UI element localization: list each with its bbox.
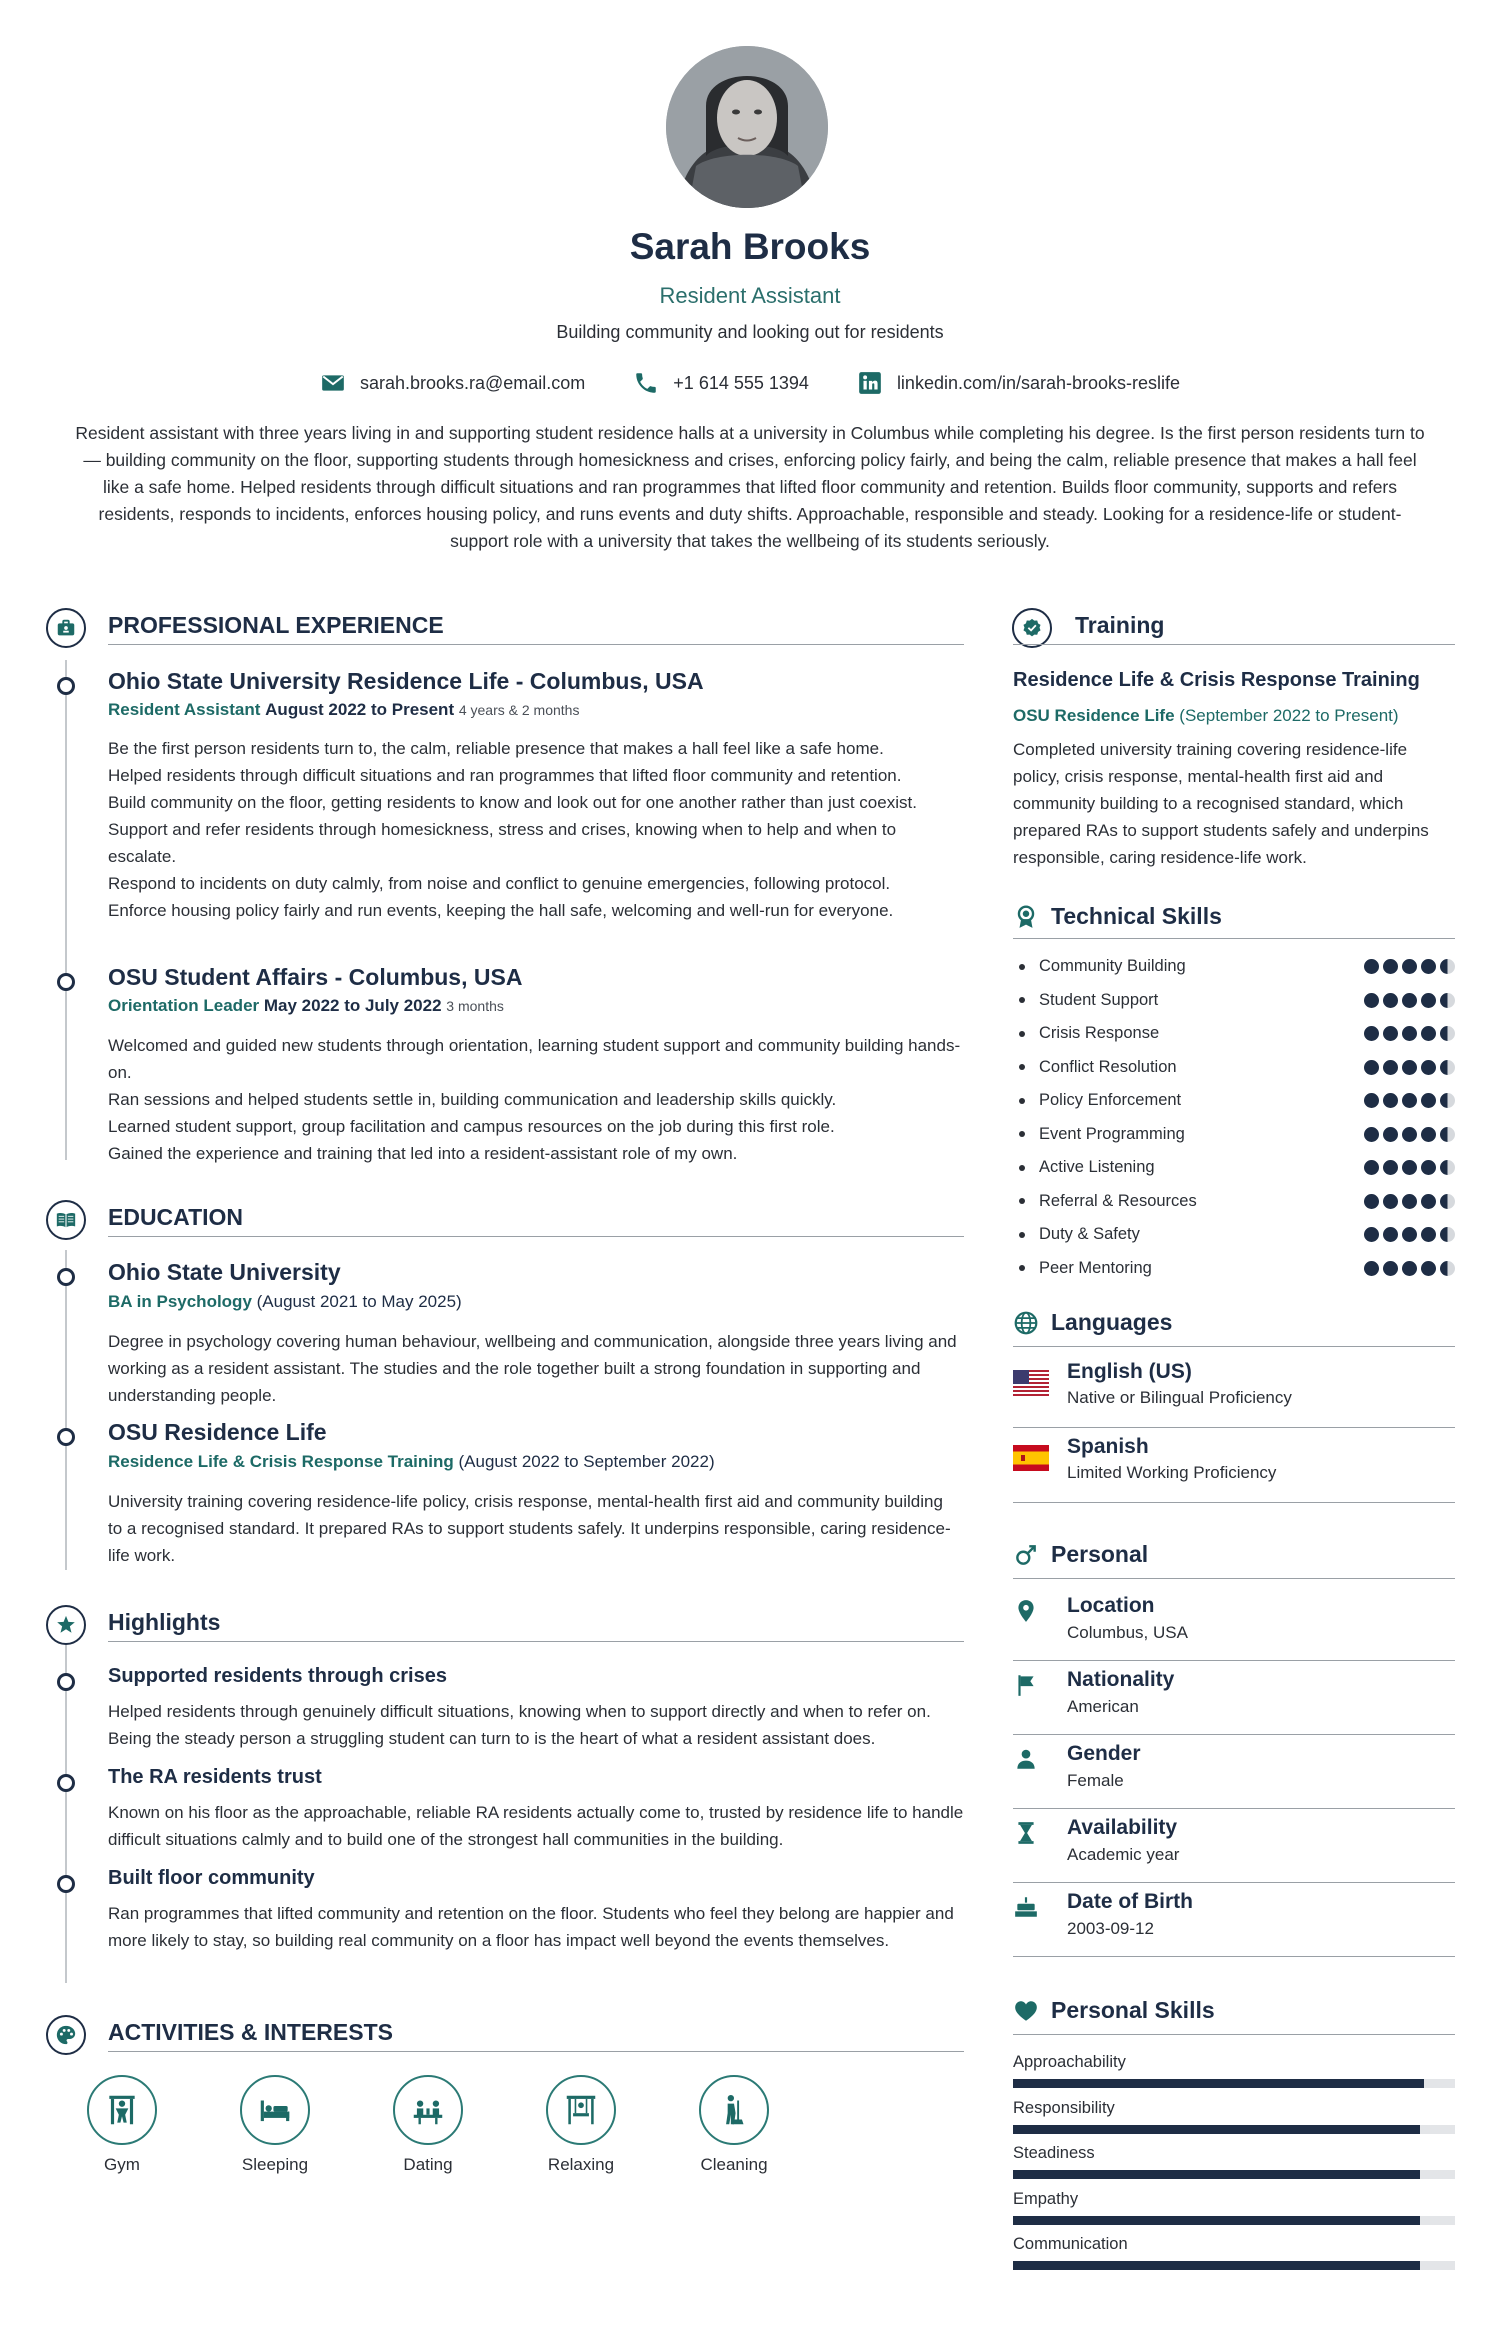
experience-duration: 4 years & 2 months	[458, 702, 580, 718]
technical-skill-label: Community Building	[1039, 957, 1186, 975]
rating-dot	[1383, 1060, 1398, 1075]
rating-dot	[1440, 1060, 1455, 1075]
bullet-dot	[1019, 1265, 1025, 1271]
technical-skill-label: Policy Enforcement	[1039, 1091, 1182, 1109]
highlights-section-title: Highlights	[108, 1609, 221, 1635]
experience-duration: 3 months	[446, 998, 504, 1014]
personal-divider	[1013, 1578, 1455, 1579]
rating-dot	[1402, 1026, 1417, 1041]
rating-dot	[1440, 1127, 1455, 1142]
rating-dot	[1421, 959, 1436, 974]
technical-skill-row	[1013, 984, 1455, 1017]
experience-section-icon	[46, 608, 86, 648]
rating-dot	[1364, 1093, 1379, 1108]
rating-dot	[1421, 1026, 1436, 1041]
technical-skills-icon-wrap	[1013, 904, 1039, 930]
timeline-dot	[57, 973, 75, 991]
experience-bullet: Support and refer residents through homesickness, stress and crises, knowing when to help and when to escalate.	[108, 820, 897, 866]
skill-bar-track	[1013, 2125, 1455, 2134]
bullet-dot	[1019, 1165, 1025, 1171]
email-icon	[320, 370, 346, 396]
linkedin-icon	[857, 370, 883, 396]
phone-text[interactable]: +1 614 555 1394	[673, 372, 809, 393]
star-badge-icon	[55, 1614, 77, 1636]
experience-position-line	[108, 996, 504, 1016]
personal-value: American	[1067, 1697, 1139, 1716]
contact-email[interactable]	[320, 370, 585, 396]
personal-skill-row	[1013, 2190, 1455, 2228]
technical-skill-label: Conflict Resolution	[1039, 1057, 1177, 1076]
experience-bullet: Welcomed and guided new students through orientation, learning student support and community building hands-on.	[108, 1036, 961, 1082]
activity-item	[373, 2075, 483, 2175]
skill-bar-track	[1013, 2261, 1455, 2270]
rating-dot	[1421, 1160, 1436, 1175]
technical-skill-rating	[1364, 1160, 1455, 1175]
personal-value: Academic year	[1067, 1845, 1180, 1864]
personal-skill-row	[1013, 2144, 1455, 2182]
personal-title: Personal	[1051, 1541, 1149, 1567]
training-name: Residence Life & Crisis Response Training	[1013, 669, 1420, 691]
technical-skill-rating	[1364, 959, 1455, 974]
training-section-title: Training	[1075, 612, 1165, 638]
training-dates: (September 2022 to Present)	[1179, 706, 1399, 725]
technical-skill-rating	[1364, 1261, 1455, 1276]
technical-skill-row	[1013, 1017, 1455, 1050]
personal-item-availability	[1013, 1816, 1455, 1876]
experience-bullet: Enforce housing policy fairly and run events, keeping the hall safe, welcoming and well-run for everyone.	[108, 901, 894, 920]
flag-icon	[1013, 1672, 1039, 1698]
technical-skill-rating	[1364, 1060, 1455, 1075]
personal-row-divider	[1013, 1956, 1455, 1957]
language-name: English (US)	[1067, 1360, 1192, 1383]
dinner-icon	[409, 2091, 447, 2129]
experience-bullet: Helped residents through difficult situations and ran programmes that lifted floor community and retention.	[108, 766, 902, 785]
rating-dot	[1440, 1227, 1455, 1242]
experience-bullet: Gained the experience and training that led into a resident-assistant role of my own.	[108, 1144, 738, 1163]
personal-skill-row	[1013, 2099, 1455, 2137]
personal-skill-label: Communication	[1013, 2235, 1128, 2253]
heart-icon	[1013, 1998, 1039, 2024]
personal-row-divider	[1013, 1660, 1455, 1661]
personal-skill-label: Steadiness	[1013, 2144, 1095, 2162]
language-level: Limited Working Proficiency	[1067, 1463, 1277, 1482]
personal-key: Gender	[1067, 1742, 1141, 1765]
language-divider	[1013, 1427, 1455, 1428]
technical-skill-row	[1013, 1218, 1455, 1251]
bullet-dot	[1019, 1232, 1025, 1238]
personal-key: Location	[1067, 1594, 1155, 1617]
bullet-dot	[1019, 1064, 1025, 1070]
training-org: OSU Residence Life	[1013, 706, 1175, 725]
skill-bar-track	[1013, 2170, 1455, 2179]
personal-skill-row	[1013, 2053, 1455, 2091]
activity-label: Dating	[403, 2155, 453, 2174]
cake-icon	[1013, 1894, 1039, 1920]
skill-bar-track	[1013, 2216, 1455, 2225]
timeline-dot	[57, 1875, 75, 1893]
technical-skill-rating	[1364, 993, 1455, 1008]
candidate-role: Resident Assistant	[659, 283, 841, 308]
rating-dot	[1421, 1093, 1436, 1108]
bullet-dot	[1019, 1098, 1025, 1104]
rating-dot	[1364, 1060, 1379, 1075]
phone-icon	[633, 370, 659, 396]
activity-label: Cleaning	[700, 2155, 768, 2174]
technical-skill-rating	[1364, 1227, 1455, 1242]
technical-skill-row	[1013, 1185, 1455, 1218]
personal-row-divider	[1013, 1882, 1455, 1883]
education-degree-line	[108, 1452, 715, 1472]
education-timeline	[65, 1250, 67, 1570]
rating-dot	[1383, 993, 1398, 1008]
rating-dot	[1421, 1194, 1436, 1209]
globe-icon	[1013, 1310, 1039, 1336]
highlight-body: Known on his floor as the approachable, reliable RA residents actually come to, trusted by residence life to handle difficult situations calmly and to build one of the strongest hall communities in the building.	[108, 1803, 964, 1849]
experience-bullets	[108, 735, 968, 924]
highlight-title: Built floor community	[108, 1867, 315, 1889]
technical-skills-title: Technical Skills	[1051, 903, 1222, 929]
es-flag-icon	[1013, 1445, 1049, 1471]
candidate-tagline: Building community and looking out for residents	[556, 322, 944, 342]
personal-skill-label: Responsibility	[1013, 2098, 1115, 2117]
technical-skill-rating	[1364, 1127, 1455, 1142]
rating-dot	[1440, 1093, 1455, 1108]
rating-dot	[1364, 1026, 1379, 1041]
portrait-image	[666, 46, 828, 208]
highlight-title: Supported residents through crises	[108, 1665, 447, 1687]
training-section-icon	[1012, 608, 1052, 648]
personal-item-gender	[1013, 1742, 1455, 1802]
timeline-dot	[57, 1268, 75, 1286]
education-school: OSU Residence Life	[108, 1419, 327, 1445]
activity-item	[67, 2075, 177, 2175]
technical-skill-label: Crisis Response	[1039, 1024, 1160, 1042]
education-dates: (August 2021 to May 2025)	[256, 1292, 462, 1311]
language-item	[1013, 1360, 1455, 1424]
rating-dot	[1383, 1194, 1398, 1209]
technical-skill-row	[1013, 1084, 1455, 1117]
education-description: University training covering residence-life policy, crisis response, mental-health first aid and community building to a recognised standard. It prepared RAs to support students safely. It underpins responsible, caring residence-life work.	[108, 1492, 951, 1565]
activities-section-icon	[46, 2015, 86, 2055]
experience-bullets	[108, 1032, 968, 1167]
personal-value: 2003-09-12	[1067, 1919, 1154, 1938]
highlights-divider	[108, 1641, 964, 1642]
email-text[interactable]: sarah.brooks.ra@email.com	[359, 372, 586, 393]
avatar	[666, 46, 828, 208]
personal-skill-label: Approachability	[1013, 2053, 1126, 2071]
us-flag-icon	[1013, 1370, 1049, 1396]
rating-dot	[1440, 1160, 1455, 1175]
rating-dot	[1364, 1261, 1379, 1276]
personal-skills-title: Personal Skills	[1051, 1997, 1215, 2023]
activities-divider	[108, 2051, 964, 2052]
education-description: Degree in psychology covering human behaviour, wellbeing and communication, alongside three years living and working as a resident assistant. The studies and the role together built a strong foundation in supporting and understanding people.	[108, 1332, 957, 1405]
language-item	[1013, 1435, 1455, 1499]
personal-skills-divider	[1013, 2034, 1455, 2035]
rating-dot	[1402, 1093, 1417, 1108]
rating-dot	[1402, 1194, 1417, 1209]
activity-label: Relaxing	[547, 2155, 615, 2174]
rating-dot	[1402, 1227, 1417, 1242]
rating-dot	[1421, 1227, 1436, 1242]
personal-item-nationality	[1013, 1668, 1455, 1728]
experience-bullet: Ran sessions and helped students settle in, building communication and leadership skills quickly.	[108, 1090, 837, 1109]
technical-skill-label: Student Support	[1039, 990, 1159, 1009]
personal-skill-row	[1013, 2235, 1455, 2273]
education-section-title: EDUCATION	[108, 1204, 244, 1230]
rating-dot	[1440, 993, 1455, 1008]
activities-section-title: ACTIVITIES & INTERESTS	[108, 2019, 393, 2045]
experience-divider	[108, 644, 964, 645]
education-divider	[108, 1236, 964, 1237]
activity-item	[526, 2075, 636, 2175]
rating-dot	[1364, 1227, 1379, 1242]
experience-timeline	[65, 660, 67, 1160]
experience-bullet: Learned student support, group facilitation and campus resources on the job during this first role.	[108, 1117, 835, 1136]
rating-dot	[1383, 1127, 1398, 1142]
education-section-icon	[46, 1200, 86, 1240]
contact-phone[interactable]	[633, 370, 809, 396]
personal-skill-label: Empathy	[1013, 2189, 1079, 2208]
experience-org: Ohio State University Residence Life - Columbus, USA	[108, 668, 704, 694]
rating-dot	[1440, 959, 1455, 974]
rating-dot	[1402, 1261, 1417, 1276]
education-degree: Residence Life & Crisis Response Training	[108, 1452, 454, 1471]
personal-row-divider	[1013, 1808, 1455, 1809]
technical-skill-label: Referral & Resources	[1039, 1191, 1197, 1210]
rating-dot	[1383, 1261, 1398, 1276]
person-icon	[1013, 1746, 1039, 1772]
rating-dot	[1440, 1194, 1455, 1209]
technical-skill-row	[1013, 1051, 1455, 1084]
language-level: Native or Bilingual Proficiency	[1067, 1388, 1292, 1407]
rating-dot	[1421, 1127, 1436, 1142]
experience-position: Orientation Leader	[108, 996, 260, 1015]
rating-dot	[1383, 1227, 1398, 1242]
rating-dot	[1440, 1026, 1455, 1041]
technical-skill-label: Duty & Safety	[1039, 1225, 1140, 1243]
personal-value: Female	[1067, 1771, 1124, 1790]
personal-key: Availability	[1067, 1816, 1178, 1839]
highlight-body: Ran programmes that lifted community and retention on the floor. Students who feel they belong are happier and more likely to stay, so building real community on a floor has impact well beyond the events themselves.	[108, 1904, 954, 1950]
personal-value: Columbus, USA	[1067, 1623, 1188, 1642]
rating-dot	[1421, 993, 1436, 1008]
rating-dot	[1383, 1093, 1398, 1108]
personal-item-birthdate	[1013, 1890, 1455, 1950]
palette-icon	[55, 2024, 77, 2046]
technical-skill-row	[1013, 950, 1455, 983]
award-ribbon-icon	[1013, 904, 1039, 930]
experience-bullet: Be the first person residents turn to, the calm, reliable presence that makes a hall feel like a safe home.	[108, 739, 884, 758]
technical-skill-rating	[1364, 1194, 1455, 1209]
technical-skill-label: Event Programming	[1039, 1124, 1185, 1143]
open-book-icon	[55, 1209, 77, 1231]
rating-dot	[1402, 959, 1417, 974]
experience-bullet: Build community on the floor, getting residents to know and look out for one another rather than just coexist.	[108, 793, 917, 812]
rating-dot	[1364, 993, 1379, 1008]
training-divider	[1013, 644, 1455, 645]
personal-icon-wrap	[1013, 1542, 1039, 1568]
personal-skills-icon-wrap	[1013, 1998, 1039, 2024]
rating-dot	[1440, 1261, 1455, 1276]
experience-section-title: PROFESSIONAL EXPERIENCE	[108, 612, 444, 638]
experience-dates: May 2022 to July 2022	[263, 996, 442, 1015]
timeline-dot	[57, 1428, 75, 1446]
timeline-dot	[57, 1774, 75, 1792]
timeline-dot	[57, 677, 75, 695]
rating-dot	[1383, 1160, 1398, 1175]
highlight-title: The RA residents trust	[108, 1766, 322, 1788]
skill-bar-fill	[1013, 2261, 1420, 2270]
rating-dot	[1421, 1261, 1436, 1276]
profile-summary: Resident assistant with three years living in and supporting student residence halls at a university in Columbus while completing his degree. Is the first person residents turn to — building community on the floor, supporting students through homesickness and crises, enforcing policy fairly, and being the calm, reliable presence that makes a hall feel like a safe home. Helped residents through difficult situations and ran programmes that lifted floor community and retention. Builds floor community, supports and refers residents, responds to incidents, enforces housing policy, and runs events and duty shifts. Approachable, responsible and steady. Looking for a residence-life or student-support role with a university that takes the wellbeing of its students seriously.	[75, 423, 1425, 551]
languages-icon-wrap	[1013, 1310, 1039, 1336]
languages-divider	[1013, 1346, 1455, 1347]
rating-dot	[1364, 959, 1379, 974]
bed-icon	[256, 2091, 294, 2129]
rating-dot	[1364, 1194, 1379, 1209]
technical-skills-divider	[1013, 938, 1455, 939]
briefcase-badge-icon	[55, 617, 77, 639]
rating-dot	[1364, 1127, 1379, 1142]
personal-row-divider	[1013, 1734, 1455, 1735]
education-school: Ohio State University	[108, 1259, 341, 1285]
rating-dot	[1402, 1160, 1417, 1175]
skill-bar-track	[1013, 2079, 1455, 2088]
technical-skill-label: Active Listening	[1039, 1158, 1155, 1176]
technical-skill-rating	[1364, 1093, 1455, 1108]
training-org-line	[1013, 706, 1399, 726]
skill-bar-fill	[1013, 2216, 1420, 2225]
rating-dot	[1402, 993, 1417, 1008]
swing-icon	[562, 2091, 600, 2129]
timeline-dot	[57, 1673, 75, 1691]
gym-icon	[103, 2091, 141, 2129]
technical-skill-row	[1013, 1252, 1455, 1285]
training-description: Completed university training covering residence-life policy, crisis response, mental-health first aid and community building to a recognised standard, which prepared RAs to support students safely and underpins responsible, caring residence-life work.	[1013, 740, 1429, 867]
activity-label: Sleeping	[241, 2155, 309, 2174]
languages-title: Languages	[1051, 1309, 1173, 1335]
experience-org: OSU Student Affairs - Columbus, USA	[108, 964, 523, 990]
skill-bar-fill	[1013, 2125, 1420, 2134]
bullet-dot	[1019, 1198, 1025, 1204]
experience-position: Resident Assistant	[108, 700, 261, 719]
education-degree: BA in Psychology	[108, 1292, 252, 1311]
activity-item	[220, 2075, 330, 2175]
contact-bar	[0, 370, 1500, 396]
experience-dates: August 2022 to Present	[265, 700, 455, 719]
technical-skill-row	[1013, 1118, 1455, 1151]
rating-dot	[1402, 1127, 1417, 1142]
highlight-body: Helped residents through genuinely difficult situations, knowing when to support directly and when to refer on. Being the steady person a struggling student can turn to is the heart of what a resident assistant does.	[108, 1702, 931, 1748]
hourglass-icon	[1013, 1820, 1039, 1846]
bullet-dot	[1019, 964, 1025, 970]
rating-dot	[1383, 959, 1398, 974]
language-divider	[1013, 1502, 1455, 1503]
rating-dot	[1402, 1060, 1417, 1075]
education-dates: (August 2022 to September 2022)	[458, 1452, 715, 1471]
candidate-name: Sarah Brooks	[629, 226, 871, 267]
linkedin-text[interactable]: linkedin.com/in/sarah-brooks-reslife	[896, 372, 1181, 393]
personal-key: Nationality	[1067, 1668, 1175, 1691]
rating-dot	[1421, 1060, 1436, 1075]
highlights-timeline	[65, 1645, 67, 1983]
experience-position-line	[108, 700, 579, 720]
verified-badge-icon	[1021, 617, 1043, 639]
cleaning-icon	[715, 2091, 753, 2129]
technical-skill-row	[1013, 1151, 1455, 1184]
education-degree-line	[108, 1292, 462, 1312]
location-pin-icon	[1013, 1598, 1039, 1624]
rating-dot	[1383, 1026, 1398, 1041]
activity-label: Gym	[104, 2155, 140, 2174]
highlights-section-icon	[46, 1605, 86, 1645]
activity-item	[679, 2075, 789, 2175]
bullet-dot	[1019, 1131, 1025, 1137]
technical-skill-rating	[1364, 1026, 1455, 1041]
personal-key: Date of Birth	[1067, 1890, 1193, 1913]
technical-skill-label: Peer Mentoring	[1039, 1258, 1152, 1277]
skill-bar-fill	[1013, 2170, 1420, 2179]
skill-bar-fill	[1013, 2079, 1424, 2088]
rating-dot	[1364, 1160, 1379, 1175]
gender-symbol-icon	[1013, 1542, 1039, 1568]
bullet-dot	[1019, 1031, 1025, 1037]
language-name: Spanish	[1067, 1435, 1149, 1458]
personal-item-location	[1013, 1594, 1455, 1654]
contact-linkedin[interactable]	[857, 370, 1180, 396]
bullet-dot	[1019, 997, 1025, 1003]
experience-bullet: Respond to incidents on duty calmly, from noise and conflict to genuine emergencies, following protocol.	[108, 874, 891, 893]
